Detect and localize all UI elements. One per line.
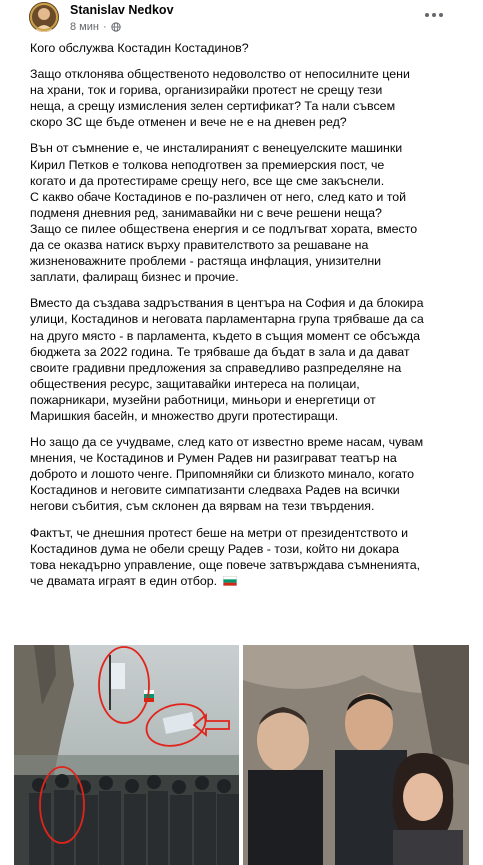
post-text-line: Вън от съмнение е, че инсталираният с венецуелските машинки	[30, 141, 403, 156]
globe-icon	[111, 22, 121, 32]
post-text-line: да се оказва натиск върху правителството за решаване на	[30, 238, 369, 253]
post-text-line: своите градивни предложения за справедливо разпределяне на	[30, 360, 402, 375]
post-text-line: пожарникари, музейни работници, миньори и енергетици от	[30, 392, 376, 407]
post-paragraph	[30, 140, 470, 285]
protest-photo-with-annotations	[14, 645, 239, 865]
politicians-photo	[243, 645, 469, 865]
post-text-line: мнения, че Костадинов и Румен Радев ни разиграват театър на	[30, 451, 397, 466]
post-text-line: Защо отклонява общественото недоволство от непосилните цени	[30, 67, 410, 82]
more-options-button[interactable]	[420, 6, 448, 24]
post-text-line: Маришкия басейн, и множество други протестиращи.	[30, 408, 339, 423]
post-text-line: улици, Костадинов и неговата парламентарна група трябваше да са	[30, 312, 424, 327]
post-paragraph	[30, 434, 470, 514]
post-text-line: бюджета за 2022 година. Те трябваше да бъдат в зала и да дават	[30, 344, 410, 359]
post-text-line: С какво обаче Костадинов е по-различен от него, след като и той	[30, 189, 407, 204]
post-text-line: негови събития, съм склонен да вярвам на тези твърдения.	[30, 499, 375, 514]
post-text-line: че двамата играят в един отбор.	[30, 573, 218, 588]
post-paragraph	[30, 40, 470, 56]
post-text-line: неща, а срещу измисления зелен сертификат? Та нали съвсем	[30, 99, 396, 114]
author-name[interactable]: Stanislav Nedkov	[70, 3, 174, 17]
post-text-line: когато и да протестираме срещу него, все ще сме закъснели.	[30, 173, 385, 188]
post-text-line: заплати, фалиращ бизнес и прочие.	[30, 270, 239, 285]
bulgaria-flag-icon	[223, 576, 237, 586]
post-text-line: подменя дневния ред, занимавайки ни с вече решени неща?	[30, 205, 382, 220]
post-text-line: Вместо да създава задръствания в центъра на София и да блокира	[30, 296, 424, 311]
post-text-line: жизненоважните проблеми - растяща инфлация, унизителни	[30, 254, 382, 269]
post-photo-left[interactable]	[14, 645, 239, 865]
post-text	[30, 40, 470, 599]
post-text-line: скоро ЗС ще бъде отменен и вече не е на дневен ред?	[30, 115, 347, 130]
post-header	[0, 0, 483, 44]
avatar-image	[29, 2, 59, 32]
post-text-line: на друго място - в парламента, където в същия момент се обсъжда	[30, 328, 421, 343]
post-text-line: на храни, ток и горива, организирайки протест не срещу тези	[30, 83, 383, 98]
avatar[interactable]	[29, 2, 59, 32]
post-paragraph	[30, 525, 470, 589]
more-options-icon	[424, 12, 444, 18]
post-timestamp[interactable]: 8 мин	[70, 21, 99, 33]
post-text-line: Костадинов дума не обели срещу Радев - този, който ни докара	[30, 541, 399, 556]
post-paragraph	[30, 66, 470, 130]
post-photo-right[interactable]	[243, 645, 469, 865]
post-text-line: това некадърно управление, още повече затвърждава съмненията,	[30, 557, 421, 572]
post-text-line: Костадинов и неговите симпатизанти следваха Радев на всички	[30, 483, 400, 498]
post-text-line: обществения ресурс, защитавайки интереса на полицаи,	[30, 376, 360, 391]
post-text-line: доброто и лошото ченге. Припомняйки си близкото минало, когато	[30, 467, 414, 482]
post-text-line: Но защо да се учудваме, след като от известно време насам, чувам	[30, 435, 424, 450]
meta-separator: ·	[102, 21, 107, 33]
post-text-line: Защо се пилее обществена енергия и се подлъгват хората, вместо	[30, 221, 418, 236]
post-meta	[70, 21, 121, 33]
post-text-line: Фактът, че днешния протест беше на метри от президентството и	[30, 525, 409, 540]
post-text-line: Кирил Петков е толкова неподготвен за премиерския пост, че	[30, 157, 385, 172]
post-paragraph	[30, 295, 470, 424]
post-text-line: Кого обслужва Костадин Костадинов?	[30, 41, 249, 55]
